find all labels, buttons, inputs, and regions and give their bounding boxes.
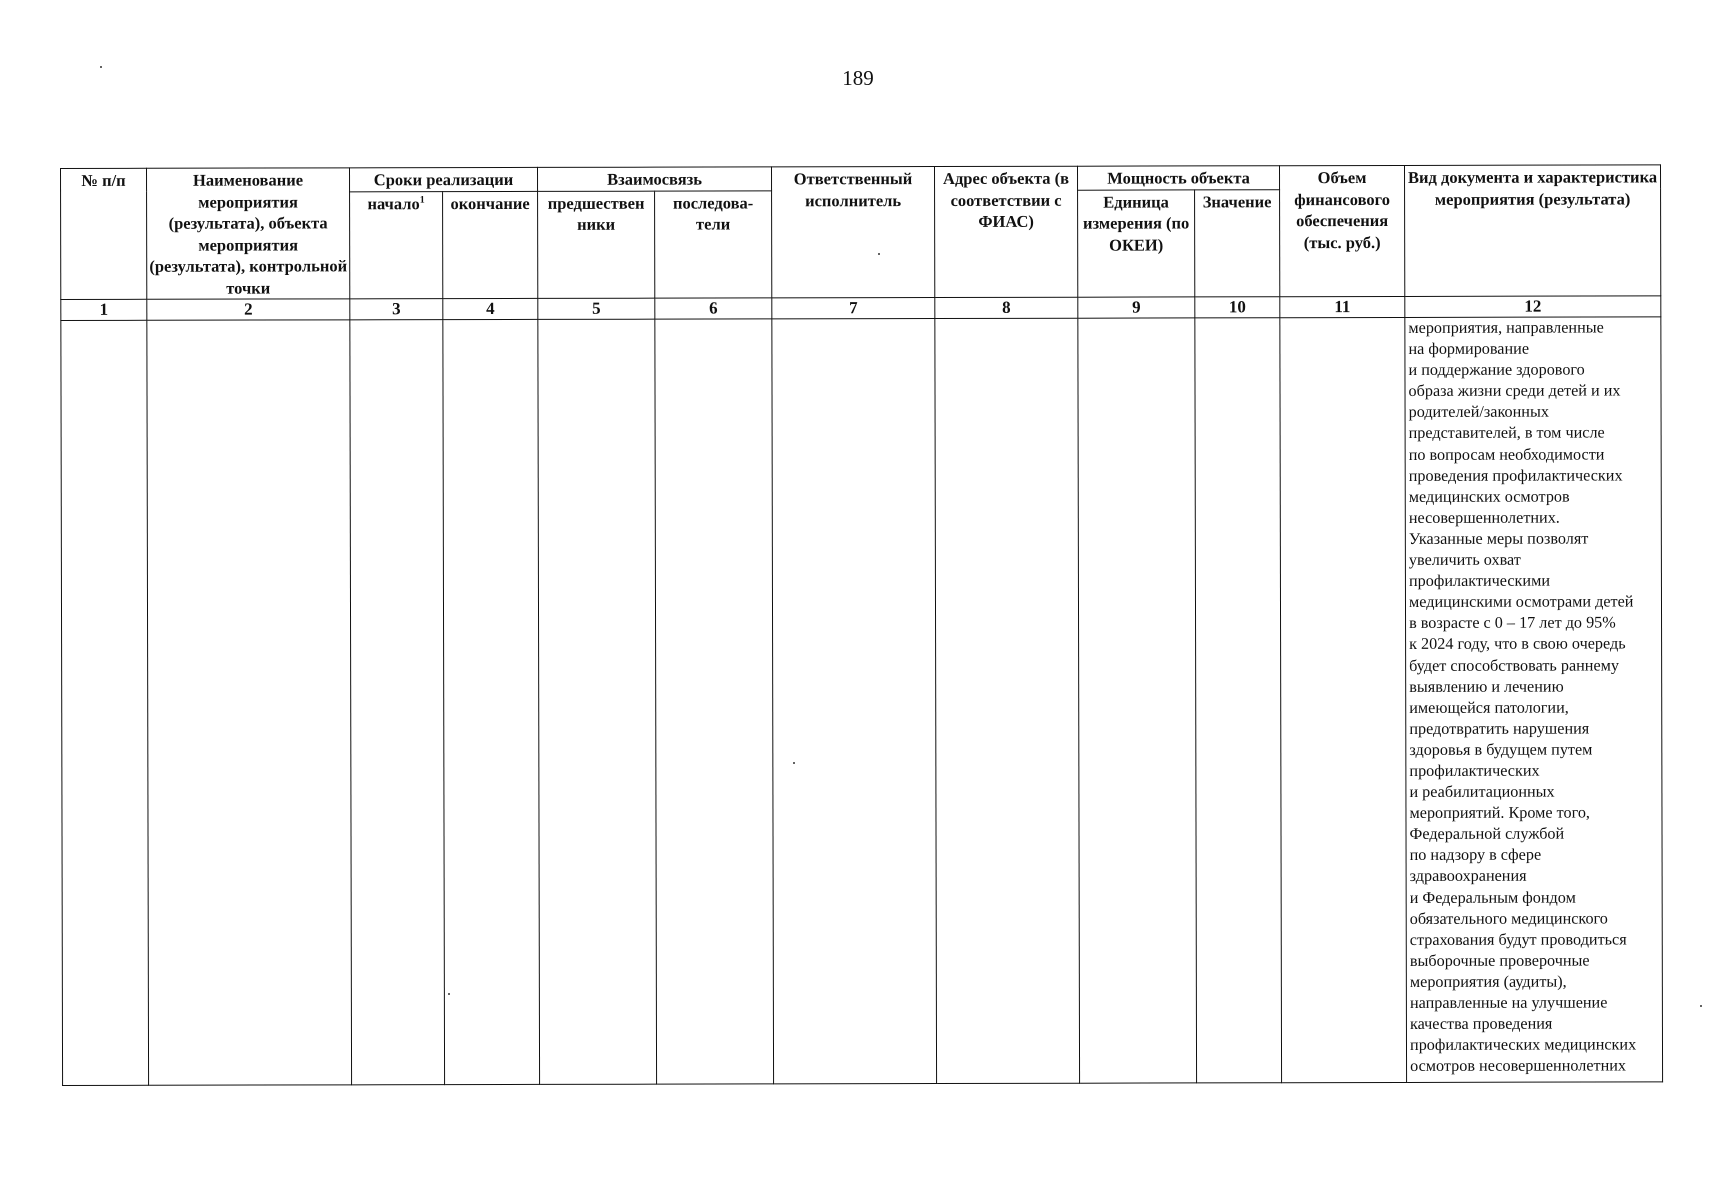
table-row (61, 317, 1663, 1086)
header-relation: Взаимосвязь (538, 167, 772, 191)
scan-speck (100, 66, 102, 68)
cell-executor (772, 319, 937, 1084)
column-number: 9 (1078, 297, 1195, 318)
column-number: 7 (772, 298, 935, 319)
column-number: 5 (538, 298, 655, 319)
header-value: Значение (1195, 189, 1280, 296)
header-end: окончание (443, 191, 538, 298)
cell-unit (1078, 318, 1197, 1083)
column-number: 11 (1280, 296, 1405, 317)
header-successors: последова- тели (655, 191, 772, 298)
column-number: 12 (1405, 296, 1661, 318)
cell-successors (655, 319, 774, 1084)
cell-end (443, 319, 540, 1084)
scan-speck (878, 253, 880, 255)
header-start-label: начало (367, 193, 420, 214)
scan-speck (793, 762, 795, 764)
header-start (350, 191, 443, 298)
column-number: 6 (655, 298, 772, 319)
column-number: 8 (935, 297, 1078, 318)
column-number: 10 (1195, 297, 1280, 318)
cell-doc-description: мероприятия, направленные на формирование и поддержание здорового образа жизни среди детей и их родителей/законных представителей, в том числе по вопросам необходимости проведения профилактических медицинских осмотров несовершеннолетних. Указанные меры позволят увеличить охват профилактическими медицинскими осмотрами детей в возрасте с 0 – 17 лет до 95% к 2024 году, что в свою очередь будет способствовать раннему выявлению и лечению имеющейся патологии, предотвратить нарушения здоровья в будущем путем профилактических и реабилитационных мероприятий. Кроме того, Федеральной службой по надзору в сфере здравоохранения и Федеральным фондом обязательного медицинского страхования будут проводиться выборочные проверочные мероприятия (аудиты), направленные на улучшение качества проведения профилактических медицинских осмотров несовершеннолетних (1405, 317, 1663, 1083)
header-terms: Сроки реализации (350, 167, 538, 191)
cell-value (1195, 318, 1282, 1083)
header-predecessors: предшествен ники (538, 191, 655, 298)
header-unit: Единица измерения (по ОКЕИ) (1078, 190, 1195, 297)
header-name: Наименование мероприятия (результата), объекта мероприятия (результата), контрольной точки (147, 168, 350, 299)
page-number: 189 (842, 66, 874, 90)
cell-num (61, 320, 149, 1085)
header-doc-type: Вид документа и характеристика мероприятия (результата) (1405, 165, 1661, 297)
cell-start (350, 320, 445, 1085)
header-executor: Ответственный исполнитель (772, 167, 935, 298)
header-start-footnote: 1 (419, 194, 425, 206)
cell-predecessors (538, 319, 657, 1084)
header-num: № п/п (61, 168, 147, 299)
cell-funding (1280, 317, 1407, 1082)
cell-name (147, 320, 352, 1085)
scan-speck (448, 993, 450, 995)
column-number: 3 (350, 299, 443, 320)
activities-table (60, 164, 1663, 1086)
column-number: 4 (443, 298, 538, 319)
header-address: Адрес объекта (в соответствии с ФИАС) (935, 166, 1078, 297)
column-number: 1 (61, 299, 147, 320)
column-number: 2 (147, 299, 350, 320)
header-funding: Объем финансового обеспечения (тыс. руб.) (1280, 165, 1405, 296)
scan-speck (1700, 1005, 1702, 1007)
header-capacity: Мощность объекта (1078, 166, 1280, 190)
cell-address (935, 318, 1080, 1083)
